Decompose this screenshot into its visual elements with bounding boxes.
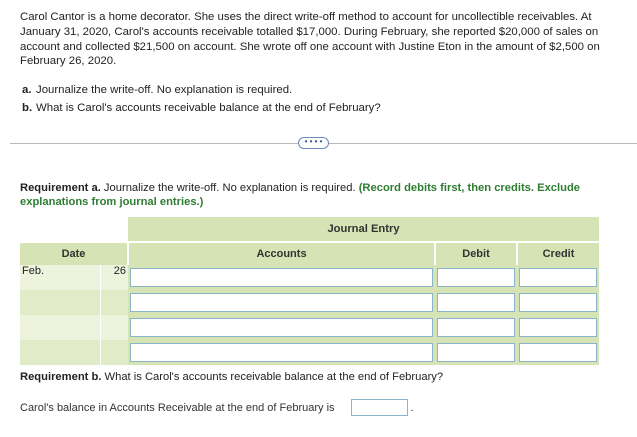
requirements-list bbox=[22, 83, 381, 119]
journal-row bbox=[20, 290, 599, 315]
requirement-b-text: What is Carol's accounts receivable balance at the end of February? bbox=[101, 371, 444, 383]
answer-prompt: Carol's balance in Accounts Receivable at the end of February is bbox=[20, 401, 335, 414]
debit-input[interactable] bbox=[437, 318, 515, 337]
account-input[interactable] bbox=[130, 343, 433, 362]
requirement-a-instruction: (Record debits first, then credits. Exclude explanations from journal entries.) bbox=[20, 182, 581, 208]
answer-suffix: . bbox=[410, 401, 414, 414]
entry-month: Feb. bbox=[20, 265, 101, 290]
journal-row bbox=[20, 315, 599, 340]
journal-entry-table bbox=[20, 217, 599, 365]
debit-input[interactable] bbox=[437, 268, 515, 287]
account-input[interactable] bbox=[130, 293, 433, 312]
account-input[interactable] bbox=[130, 268, 433, 287]
requirement-letter: b. bbox=[22, 102, 33, 114]
requirement-item-b bbox=[22, 101, 381, 115]
credit-column-header: Credit bbox=[517, 242, 599, 265]
journal-row bbox=[20, 340, 599, 365]
journal-row bbox=[20, 265, 599, 290]
accounts-column-header: Accounts bbox=[128, 242, 435, 265]
requirement-text: What is Carol's accounts receivable balance at the end of February? bbox=[36, 102, 381, 114]
debit-column-header: Debit bbox=[435, 242, 517, 265]
requirement-item-a bbox=[22, 83, 381, 97]
problem-statement: Carol Cantor is a home decorator. She uses the direct write-off method to account for uncollectible receivables. At January 31, 2020, Carol's accounts receivable totalled $17,000. During February, she reported $20,000 of sales on account and collected $21,500 on account. She wrote off one account with Justine Eton in the amount of $2,500 on February 26, 2020. bbox=[20, 11, 600, 68]
journal-title: Journal Entry bbox=[128, 217, 599, 242]
requirement-b-label: Requirement b. bbox=[20, 371, 102, 383]
answer-line bbox=[20, 399, 414, 416]
requirement-text: Journalize the write-off. No explanation is required. bbox=[36, 84, 293, 96]
credit-input[interactable] bbox=[519, 293, 597, 312]
expand-more-button[interactable]: • • • • bbox=[298, 137, 329, 149]
credit-input[interactable] bbox=[519, 343, 597, 362]
entry-day: 26 bbox=[101, 265, 129, 290]
requirement-a-text: Journalize the write-off. No explanation is required. bbox=[100, 182, 359, 194]
requirement-a-heading bbox=[20, 181, 625, 209]
balance-input[interactable] bbox=[351, 399, 408, 416]
credit-input[interactable] bbox=[519, 318, 597, 337]
debit-input[interactable] bbox=[437, 293, 515, 312]
requirement-b-heading bbox=[20, 371, 443, 383]
account-input[interactable] bbox=[130, 318, 433, 337]
credit-input[interactable] bbox=[519, 268, 597, 287]
requirement-letter: a. bbox=[22, 84, 32, 96]
requirement-a-label: Requirement a. bbox=[20, 182, 101, 194]
date-column-header: Date bbox=[20, 242, 128, 265]
debit-input[interactable] bbox=[437, 343, 515, 362]
